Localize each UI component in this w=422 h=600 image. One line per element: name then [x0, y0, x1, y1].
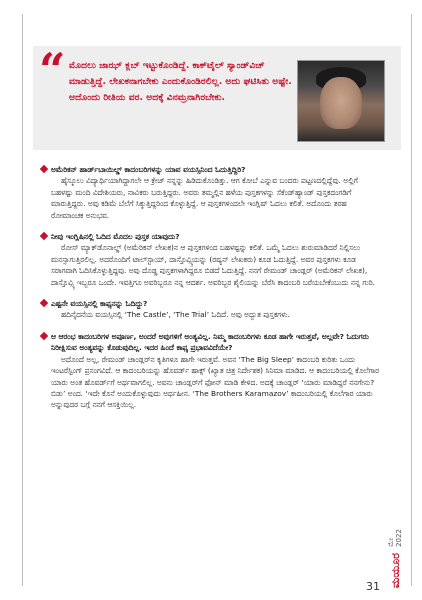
diamond-bullet-icon: [40, 232, 48, 240]
question: ಎಷ್ಟನೇ ವಯಸ್ಸಿನಲ್ಲಿ ಕಾಫ್ಕನನ್ನು ಓದಿದ್ದು?: [41, 298, 381, 309]
answer: ಅದೊಂದೆ ಅಲ್ಲ, ರೇಮಂಡ್ ಚಾಂಡ್ಲರ್‌ನ ಕೃತಿಗಳೂ ಹಾಗೇ ಇರುತ್ತವೆ. ಅವನ ‘The Big Sleep’ ಕಾದಂಬರಿ ಕುರಿತು ಒಂದು ಇಂಟರೆಸ್ಟಿಂಗ್ ಪ್ರಸಂಗವಿದೆ. ಆ ಕಾದಂಬರಿಯನ್ನು ಹೊವರ್ಡ್ ಹಾಕ್ಸ್ (ಖ್ಯಾತ ಚಿತ್ರ ನಿರ್ದೇಶಕ) ಸಿನಿಮಾ ಮಾಡಿದ. ಆ ಕಾದಂಬರಿಯಲ್ಲಿ ಕೊಲೆಗಾರ ಯಾರು ಅಂತ ಹೊವರ್ಡ್‌ಗೆ ಅರ್ಥವಾಗಲಿಲ್ಲ. ಅವನು ಚಾಂಡ್ಲರ್‌ಗೆ ಫೋನ್ ಮಾಡಿ ಕೇಳಿದ. ಅದಕ್ಕೆ ಚಾಂಡ್ಲರ್ ‘ಯಾರು ಮಾಡಿದ್ದರೆ ನನಗೇನು? ಬಿಡು’ ಅಂದ. ‘ಇದೇ ಕೊನೆ ಅಂದುಕೊಳ್ಳುವುದು ಅರ್ಥಹೀನ. ‘The Brothers Karamazov’ ಕಾದಂಬರಿಯಲ್ಲಿ ಕೊಲೆಗಾರ ಯಾರು ಅನ್ನುವುದರ ಬಗ್ಗೆ ನನಗೆ ಆಸಕ್ತಿಯಿಲ್ಲ.: [51, 354, 380, 410]
qa-item-4: [41, 331, 381, 411]
question: ಆ ಆರಂಭ ಕಾದಂಬರಿಗಳ ಅಪೂರ್ಣ, ಅಂದರೆ ಅವುಗಳಿಗೆ ಅಂತ್ಯವಿಲ್ಲ. ನಿಮ್ಮ ಕಾದಂಬರಿಗಳು ಕೂಡ ಹಾಗೇ ಇರುತ್ತವೆ, ಅಲ್ಲವೇ? ಓದುಗರು ನಿರೀಕ್ಷಿಸುವ ಅಂತ್ಯವನ್ನು ಕೊಡುವುದಿಲ್ಲ. ಇದರ ಹಿಂದೆ ಕಾಫ್ಕ ಪ್ರಭಾವವಿದೆಯೇ?: [41, 331, 381, 354]
author-photo: [297, 60, 385, 142]
qa-item-3: [41, 298, 381, 321]
magazine-side-label: [383, 522, 407, 588]
answer: ಹೈಸ್ಕೂಲು ವಿದ್ಯಾರ್ಥಿಯಾಗಿದ್ದಾಗಲೇ ಆ ಕ್ರೇಜ್ ನನ್ನನ್ನು ಹಿಡಿದುಕೊಂಡಿತ್ತು. ಆಗ ಕೋಬೆ ಎನ್ನುವ ಬಂದರು ಪಟ್ಟಣದಲ್ಲಿದ್ದೆವು. ಅಲ್ಲಿಗೆ ಬಹಳಷ್ಟು ಮಂದಿ ವಿದೇಶಿಯರು, ನಾವಿಕರು ಬರುತ್ತಿದ್ದರು. ಅವರು ತಮ್ಮಲ್ಲಿನ ಹಳೆಯ ಪುಸ್ತಕಗಳನ್ನು ಸೆಕೆಂಡ್‌ಹ್ಯಾಂಡ್ ಪುಸ್ತಕದಂಗಡಿಗೆ ಮಾರುತ್ತಿದ್ದರು. ಅವು ಕಡಿಮೆ ಬೆಲೆಗೆ ಸಿಕ್ಕುತ್ತಿದ್ದರಿಂದ ಕೊಳ್ಳುತ್ತಿದ್ದೆ. ಆ ಪುಸ್ತಕಗಳಿಂದಲೇ ಇಂಗ್ಲಿಷ್ ಓದಲು ಕಲಿತೆ. ಅದೊಂದು ತರಹ ರೋಮಾಂಚಕ ಅನುಭವ.: [51, 176, 358, 220]
quote-mark: “: [39, 43, 66, 97]
magazine-name: ಮಯೂರ: [388, 552, 402, 588]
diamond-bullet-icon: [40, 165, 48, 173]
photo-face: [320, 77, 362, 129]
qa-item-2: [41, 231, 381, 288]
answer: ಹದಿನೈದನೆಯ ವಯಸ್ಸಿನಲ್ಲಿ ‘The Castle’, ‘The Trial’ ಓದಿದೆ. ಅವು ಅದ್ಭುತ ಪುಸ್ತಕಗಳು.: [61, 310, 290, 320]
interview-body: [41, 164, 381, 421]
magazine-page: [22, 14, 412, 586]
page-number: 31: [366, 580, 380, 593]
diamond-bullet-icon: [40, 332, 48, 340]
answer: ರೋಸ್ ಮ್ಯಾಕ್‌ಡೊನಾಲ್ಡ್ (ಅಮೆರಿಕನ್ ಲೇಖಕ)ನ ಆ ಪುಸ್ತಕಗಳಿಂದ ಬಹಳಷ್ಟನ್ನು ಕಲಿತೆ. ಒಮ್ಮೆ ಓದಲು ಶುರುಮಾಡಿದರೆ ನಿಲ್ಲಿಸಲು ಮನಸ್ಸಾಗುತ್ತಿರಲಿಲ್ಲ. ಅದರೊಂದಿಗೆ ಟಾಲ್‌ಸ್ಟಾಯ್, ದಾಸ್ತೊವ್ಸ್ಕಿಯನ್ನು (ರಷ್ಯನ್ ಲೇಖಕರು) ಕೂಡ ಓದುತ್ತಿದ್ದೆ. ಅವರ ಪುಸ್ತಕಗಳು ಕೂಡ ಸರಾಗವಾಗಿ ಓದಿಸಿಕೊಳ್ಳುತ್ತಿದ್ದವು. ಅವು ದೊಡ್ಡ ಪುಸ್ತಕಗಳಾಗಿದ್ದರೂ ಬಿಡದೆ ಓದುತ್ತಿದ್ದೆ. ನನಗೆ ರೇಮಂಡ್ ಚಾಂಡ್ಲರ್ (ಅಮೆರಿಕನ್ ಲೇಖಕ), ದಾಸ್ತೊವ್ಸ್ಕಿ ಇಬ್ಬರೂ ಒಂದೇ. ಇವತ್ತಿಗೂ ಅವರಿಬ್ಬರೂ ನನ್ನ ಆದರ್ಶ. ಅವರಿಬ್ಬರ ಶೈಲಿಯನ್ನು ಬೆರೆಸಿ ಕಾದಂಬರಿ ಬರೆಯಬೇಕೆಂಬುದು ನನ್ನ ಗುರಿ.: [51, 243, 376, 287]
diamond-bullet-icon: [40, 299, 48, 307]
issue-date: ಮೇ 2022: [387, 529, 403, 547]
qa-item-1: [41, 164, 381, 221]
pull-quote-text: ಮೊದಲು ಜಾಝ್ ಕ್ಲಬ್ ಇಟ್ಟುಕೊಂಡಿದ್ದೆ. ಕಾಕ್‌ಟೈಲ್ ಸ್ಯಾಂಡ್‌ವಿಚ್ ಮಾಡುತ್ತಿದ್ದೆ. ಲೇಖಕನಾಗಬೇಕು ಎಂದುಕೊಂಡಿರಲಿಲ್ಲ. ಅದು ಘಟಿಸಿತು ಅಷ್ಟೇ. ಆದೊಂದು ರೀತಿಯ ವರ. ಅದಕ್ಕೆ ವಿನಮ್ರನಾಗಿರಬೇಕು.: [69, 60, 292, 103]
question: ಅಮೆರಿಕನ್ ಹಾರ್ಡ್‌ಬಾಯಿಲ್ಡ್ ಕಾದಂಬರಿಗಳನ್ನು ಯಾವ ವಯಸ್ಸಿನಿಂದ ಓದುತ್ತಿದ್ದಿರಿ?: [41, 164, 381, 175]
question: ನೀವು ಇಂಗ್ಲಿಷಿನಲ್ಲಿ ಓದಿದ ಮೊದಲ ಪುಸ್ತಕ ಯಾವುದು?: [41, 231, 381, 242]
